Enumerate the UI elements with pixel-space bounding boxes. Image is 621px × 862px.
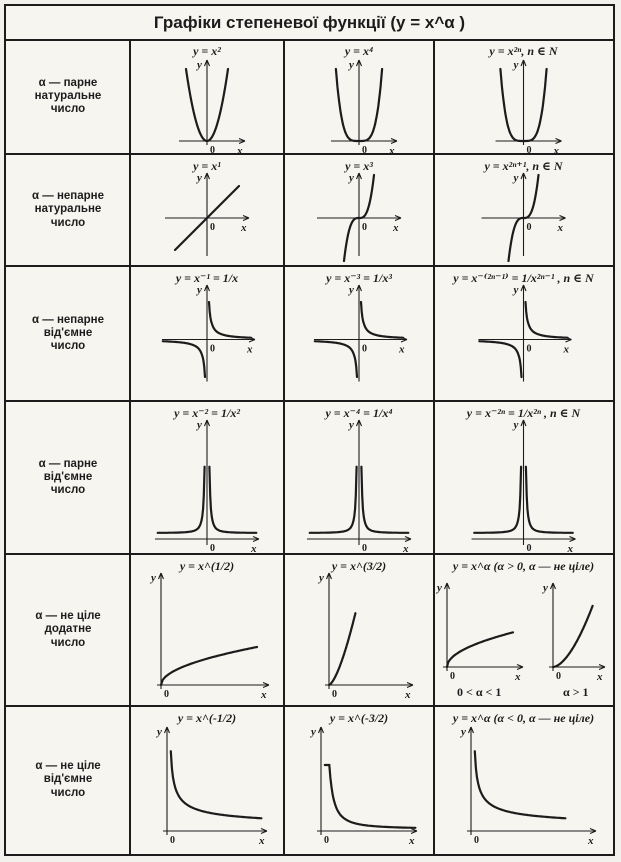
graph-cell xyxy=(435,267,612,400)
x-axis-label: x xyxy=(553,145,559,153)
y-axis-label: y xyxy=(437,582,442,594)
function-curve xyxy=(479,341,521,377)
function-curve xyxy=(171,751,262,818)
function-graph xyxy=(285,267,433,400)
function-formula: y = x⁻⁽²ⁿ⁻¹⁾ = 1/x²ⁿ⁻¹ , n ∈ N xyxy=(453,271,594,285)
row-label: α — непарне натуральне число xyxy=(31,190,104,229)
function-curve xyxy=(161,647,257,685)
origin-label: 0 xyxy=(210,222,215,233)
function-curve xyxy=(526,467,573,533)
graph-cell xyxy=(285,707,433,853)
origin-label: 0 xyxy=(362,222,367,233)
function-curve xyxy=(475,751,566,818)
function-curve xyxy=(447,632,513,667)
function-formula: y = x^α (α > 0, α — не ціле) xyxy=(452,559,595,573)
y-axis-label: y xyxy=(513,419,519,431)
origin-label: 0 xyxy=(526,222,532,233)
origin-label: 0 xyxy=(362,543,367,553)
origin-label: 0 xyxy=(526,145,532,153)
page-title: Графіки степеневої функції (y = x^α ) xyxy=(6,6,613,41)
y-axis-label: y xyxy=(197,59,202,71)
y-axis-label: y xyxy=(461,726,466,738)
x-axis-label: x xyxy=(557,222,563,234)
function-graph xyxy=(131,402,283,553)
x-axis-label: x xyxy=(588,835,594,847)
y-axis-label: y xyxy=(197,284,202,296)
function-formula: y = x¹ xyxy=(193,159,221,173)
graph-cell xyxy=(131,267,283,400)
origin-label: 0 xyxy=(362,343,367,355)
graph-cell xyxy=(285,402,433,553)
graph-cell xyxy=(435,155,612,265)
y-axis-label: y xyxy=(349,172,354,184)
x-axis-label: x xyxy=(403,543,409,553)
graph-cell xyxy=(285,40,433,153)
function-curve xyxy=(315,341,357,377)
x-axis-label: x xyxy=(399,343,405,356)
range-caption: α > 1 xyxy=(563,685,589,699)
y-axis-label: y xyxy=(151,572,156,584)
graph-cell xyxy=(131,707,283,853)
origin-label: 0 xyxy=(324,835,329,846)
row-label: α — парне натуральне число xyxy=(34,76,102,116)
function-curve xyxy=(310,467,357,533)
graph-cell xyxy=(285,267,433,400)
function-formula: y = x⁻³ = 1/x³ xyxy=(326,271,392,285)
x-axis-label: x xyxy=(237,145,243,153)
row-label: α — парне від'ємне число xyxy=(38,457,98,497)
x-axis-label: x xyxy=(241,222,247,234)
function-formula: y = x^(-3/2) xyxy=(329,711,389,725)
function-graph xyxy=(285,707,433,853)
y-axis-label: y xyxy=(513,172,519,184)
y-axis-label: y xyxy=(513,59,519,71)
function-curve xyxy=(163,341,205,377)
y-axis-label: y xyxy=(349,419,354,431)
function-graph xyxy=(131,555,283,705)
graph-cell xyxy=(131,555,283,705)
range-caption: 0 < α < 1 xyxy=(457,685,502,699)
origin-label: 0 xyxy=(556,671,561,682)
graph-cell xyxy=(435,707,612,853)
function-curve xyxy=(361,302,403,338)
function-formula: y = x^α (α < 0, α — не ціле) xyxy=(452,711,595,725)
x-axis-label: x xyxy=(567,543,573,553)
function-formula: y = x⁻¹ = 1/x xyxy=(175,271,239,285)
function-graph xyxy=(435,402,612,553)
row-label: α — непарне від'ємне число xyxy=(31,313,104,353)
x-axis-label: x xyxy=(251,543,257,553)
x-axis-label: x xyxy=(247,343,253,356)
graph-cell xyxy=(131,40,283,153)
function-formula: y = x²ⁿ, n ∈ N xyxy=(489,44,558,58)
y-axis-label: y xyxy=(349,59,354,71)
y-axis-label: y xyxy=(311,726,316,738)
function-curve xyxy=(329,613,355,685)
function-curve xyxy=(526,302,568,338)
x-axis-label: x xyxy=(409,835,415,847)
function-curve xyxy=(474,467,521,533)
origin-label: 0 xyxy=(164,689,169,700)
function-formula: y = x⁴ xyxy=(344,44,374,58)
function-formula: y = x^(3/2) xyxy=(331,559,387,573)
x-axis-label: x xyxy=(597,671,603,683)
x-axis-label: x xyxy=(261,689,267,701)
y-axis-label: y xyxy=(197,172,202,184)
function-curve xyxy=(553,606,593,667)
function-formula: y = x⁻⁴ = 1/x⁴ xyxy=(325,406,393,420)
function-formula: y = x^(1/2) xyxy=(179,559,235,573)
graph-cell xyxy=(131,155,283,265)
origin-label: 0 xyxy=(170,835,175,846)
y-axis-label: y xyxy=(319,572,324,584)
graph-cell xyxy=(435,402,612,553)
y-axis-label: y xyxy=(543,582,548,594)
origin-label: 0 xyxy=(362,145,367,153)
y-axis-label: y xyxy=(197,419,202,431)
origin-label: 0 xyxy=(210,543,215,553)
function-curve xyxy=(209,467,256,533)
graph-cell xyxy=(435,555,612,705)
row-label: α — не ціле від'ємне число xyxy=(35,760,101,799)
graph-cell xyxy=(285,155,433,265)
function-graph xyxy=(435,267,612,400)
function-formula: y = x⁻²ⁿ = 1/x²ⁿ , n ∈ N xyxy=(466,406,581,420)
x-axis-label: x xyxy=(259,835,265,847)
function-graph xyxy=(285,402,433,553)
function-graph xyxy=(131,707,283,853)
x-axis-label: x xyxy=(515,671,521,683)
x-axis-label: x xyxy=(393,222,399,234)
function-curve xyxy=(158,467,205,533)
origin-label: 0 xyxy=(526,543,532,553)
y-axis-label: y xyxy=(349,284,354,296)
function-graph xyxy=(285,555,433,705)
origin-label: 0 xyxy=(332,689,337,700)
graph-cell xyxy=(285,555,433,705)
y-axis-label: y xyxy=(157,726,162,738)
function-formula: y = x⁻² = 1/x² xyxy=(174,406,240,420)
y-axis-label: y xyxy=(513,284,519,296)
function-graph xyxy=(435,555,612,705)
graph-cell xyxy=(131,402,283,553)
function-formula: y = x² xyxy=(193,44,221,58)
x-axis-label: x xyxy=(405,689,411,701)
function-curve xyxy=(325,765,416,828)
graph-cell xyxy=(435,40,612,153)
row-label: α — не ціле додатне число xyxy=(35,610,101,649)
origin-label: 0 xyxy=(474,835,479,846)
origin-label: 0 xyxy=(526,343,532,355)
origin-label: 0 xyxy=(210,343,215,355)
function-formula: y = x³ xyxy=(345,159,373,173)
origin-label: 0 xyxy=(450,671,455,682)
function-formula: y = x^(-1/2) xyxy=(177,711,237,725)
function-graph xyxy=(435,707,612,853)
function-curve xyxy=(209,302,251,338)
x-axis-label: x xyxy=(389,145,395,153)
x-axis-label: x xyxy=(563,343,569,356)
function-curve xyxy=(361,467,408,533)
power-functions-table xyxy=(4,4,615,856)
function-graph xyxy=(131,267,283,400)
origin-label: 0 xyxy=(210,145,215,153)
function-formula: y = x²ⁿ⁺¹, n ∈ N xyxy=(484,159,563,173)
